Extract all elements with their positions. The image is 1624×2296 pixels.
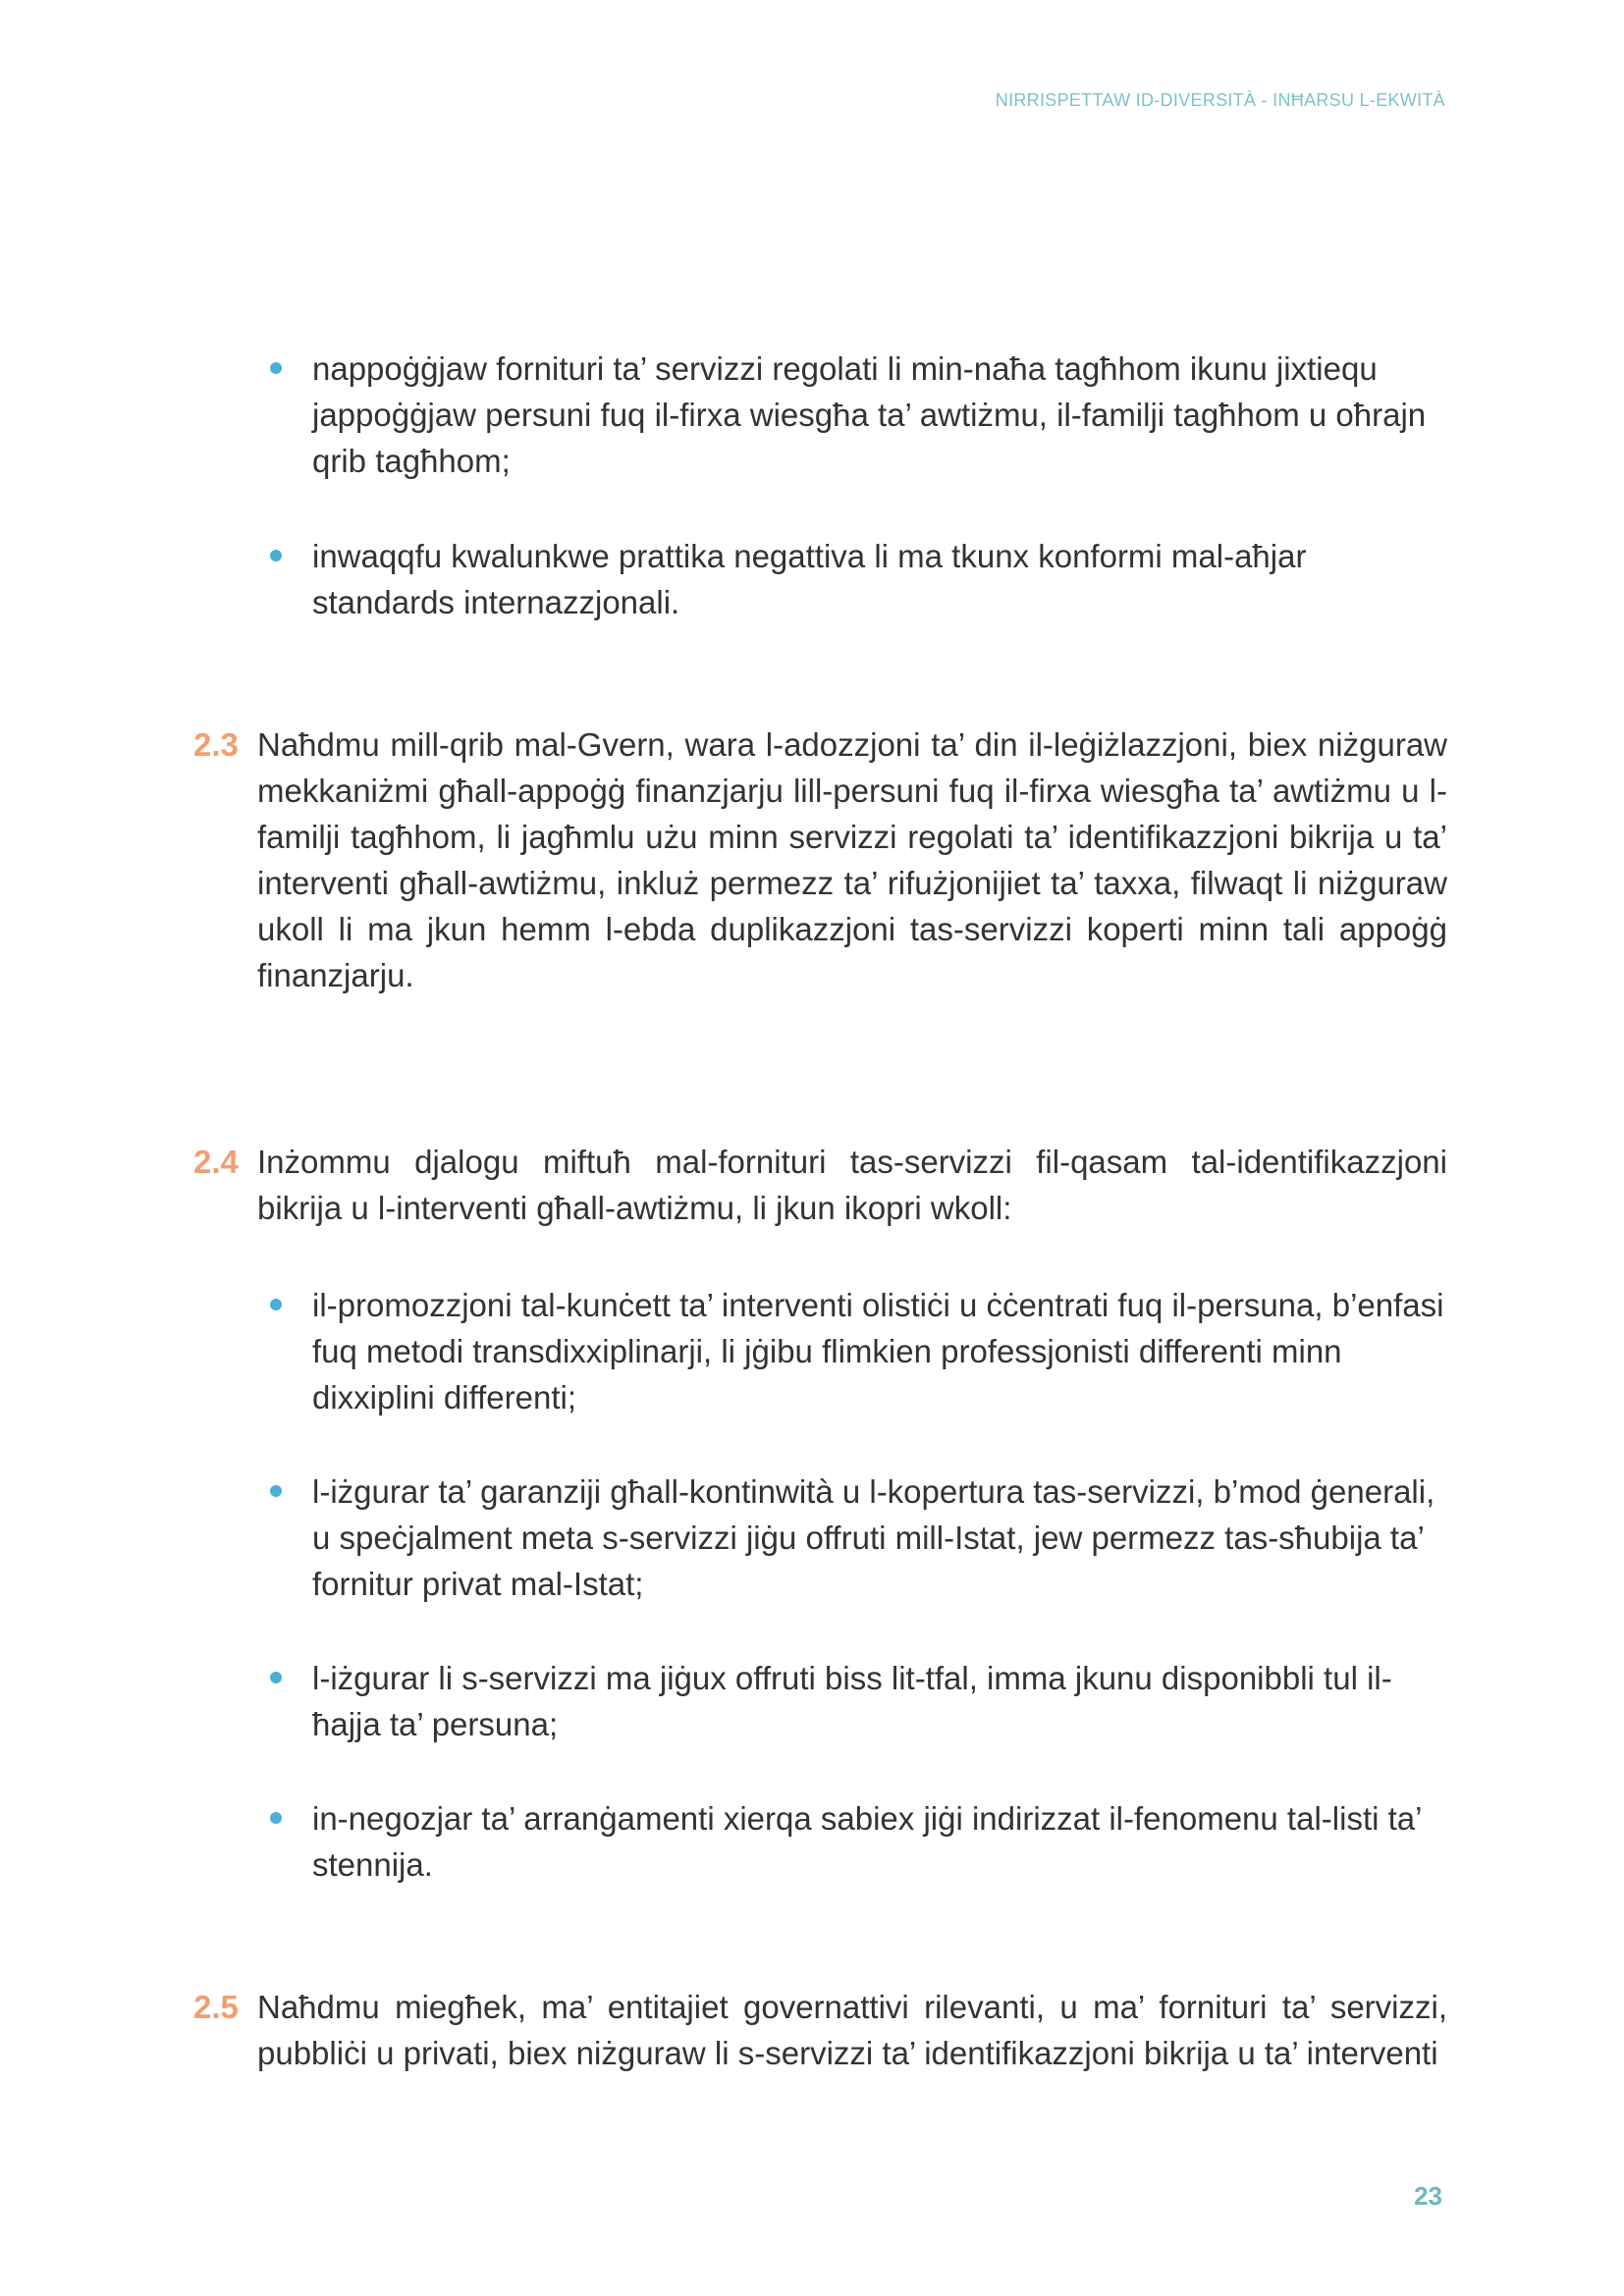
bullet-item: [312, 1282, 1451, 1420]
bullet-text: l-iżgurar li s-servizzi ma jiġux offruti biss lit-tfal, imma jkunu disponibbli tul il-ħajja ta’ persuna;: [312, 1660, 1392, 1742]
bullet-text: il-promozzjoni tal-kunċett ta’ interventi olistiċi u ċċentrati fuq il-persuna, b’enfasi fuq metodi transdixxiplinarji, li jġibu flimkien professjonisti differenti minn dixxiplini differenti;: [312, 1287, 1444, 1415]
bullet-dot-icon: [270, 1672, 282, 1683]
section-text: Inżommu djalogu miftuħ mal-fornituri tas-servizzi fil-qasam tal-identifikazzjoni bikrija u l-interventi għall-awtiżmu, li jkun ikopri wkoll:: [257, 1144, 1447, 1226]
bullet-dot-icon: [270, 550, 282, 561]
section-number: 2.5: [193, 1989, 239, 2025]
section-number: 2.4: [193, 1144, 239, 1180]
bullet-item: [312, 346, 1451, 484]
section-2-4: [193, 1139, 1447, 1231]
bullet-text: l-iżgurar ta’ garanziji għall-kontinwità u l-kopertura tas-servizzi, b’mod ġenerali, u speċjalment meta s-servizzi jiġu offruti mill-Istat, jew permezz tas-sħubija ta’ fornitur privat mal-Istat;: [312, 1473, 1435, 1602]
bullet-item: [312, 1795, 1451, 1888]
bullet-item: [312, 1468, 1451, 1607]
bullet-text: inwaqqfu kwalunkwe prattika negattiva li ma tkunx konformi mal-aħjar standards internazzjonali.: [312, 538, 1307, 620]
bullet-text: in-negozjar ta’ arranġamenti xierqa sabiex jiġi indirizzat il-fenomenu tal-listi ta’ stennija.: [312, 1800, 1422, 1883]
section-text: Naħdmu mill-qrib mal-Gvern, wara l-adozzjoni ta’ din il-leġiżlazzjoni, biex niżguraw mekkaniżmi għall-appoġġ finanzjarju lill-persuni fuq il-firxa wiesgħa ta’ awtiżmu u l-familji tagħhom, li jagħmlu użu minn servizzi regolati ta’ identifikazzjoni bikrija u ta’ interventi għall-awtiżmu, inkluż permezz ta’ rifużjonijiet ta’ taxxa, filwaqt li niżguraw ukoll li ma jkun hemm l-ebda duplikazzjoni tas-servizzi koperti minn tali appoġġ finanzjarju.: [257, 726, 1447, 993]
section-number: 2.3: [193, 726, 239, 763]
bullet-dot-icon: [270, 1299, 282, 1310]
section-2-5: [193, 1984, 1447, 2076]
running-header: NIRRISPETTAW ID-DIVERSITÀ - INĦARSU L-EKWITÀ: [995, 90, 1445, 110]
bullet-dot-icon: [270, 362, 282, 374]
page-number: 23: [1414, 2181, 1442, 2211]
bullet-text: nappoġġjaw fornituri ta’ servizzi regolati li min-naħa tagħhom ikunu jixtiequ jappoġġjaw persuni fuq il-firxa wiesgħa ta’ awtiżmu, il-familji tagħhom u oħrajn qrib tagħhom;: [312, 350, 1427, 479]
bullet-item: [312, 1655, 1451, 1747]
bullet-dot-icon: [270, 1485, 282, 1497]
bullet-dot-icon: [270, 1812, 282, 1824]
bullet-item: [312, 533, 1451, 625]
section-2-3: [193, 721, 1447, 998]
section-text: Naħdmu miegħek, ma’ entitajiet governattivi rilevanti, u ma’ fornituri ta’ servizzi, pubbliċi u privati, biex niżguraw li s-servizzi ta’ identifikazzjoni bikrija u ta’ interventi: [257, 1989, 1447, 2071]
